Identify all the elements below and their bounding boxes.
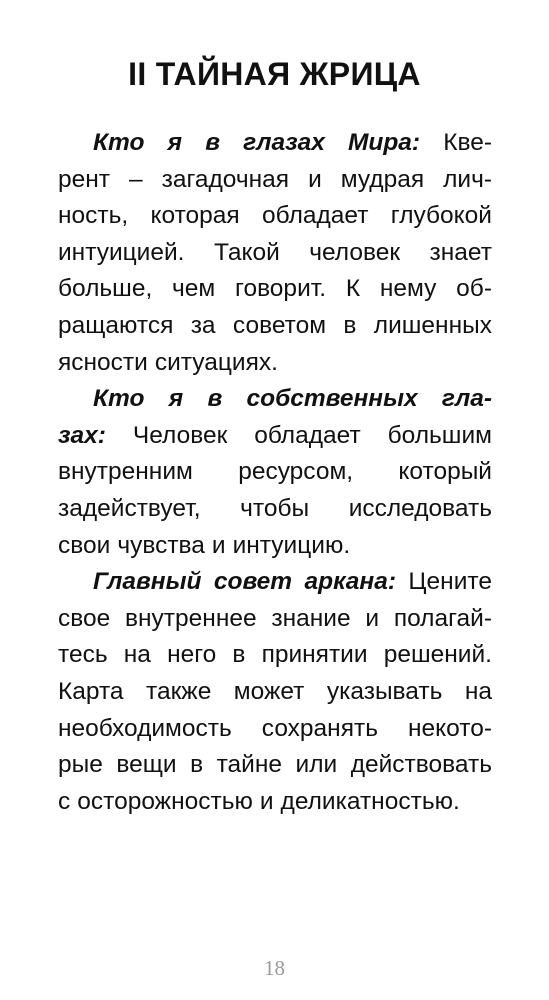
text-line [58,564,492,601]
word: него [167,641,217,669]
word: или [295,751,338,779]
word: исследовать [348,494,492,522]
bold-word: Кто [93,129,145,156]
word: К [345,275,361,303]
bold-word: я [168,385,184,413]
word: решений. [383,641,492,669]
text-line [58,637,492,674]
word: рые [58,751,103,779]
word: сохранять [261,714,378,742]
bold-word: Мира: [347,129,421,156]
word: ность, [58,202,129,230]
word: об- [456,275,492,303]
bold-word: аркана: [304,568,397,596]
word: Карта [58,677,124,705]
word: Кве- [443,129,492,156]
word: знание [271,604,351,632]
word: глубокой [390,202,492,230]
word: нему [379,275,437,303]
word: интуицию. [232,531,351,559]
word: свои [58,531,111,559]
word: интуицией. [58,238,185,266]
page-title: II ТАЙНАЯ ЖРИЦА [128,56,421,92]
word: лишенных [373,311,492,339]
word: в [190,751,204,779]
text-line [58,674,492,711]
word: также [146,677,212,705]
word: тесь [58,641,108,669]
word: свое [58,604,111,632]
word: Такой [213,238,280,266]
word: в [343,311,357,339]
word: деликатностью. [280,787,460,815]
word: за [190,311,216,339]
word: человек [309,238,401,266]
text-line [58,528,492,565]
word: внутренним [58,458,193,486]
bold-word: я [167,129,183,156]
word: обладает [262,202,369,230]
bold-word: Кто [93,385,145,413]
text-line [58,271,492,308]
page-number: 18 [264,956,285,980]
text-line [58,198,492,235]
text-line [58,162,492,199]
word: чувства [117,531,205,559]
bold-word: гла- [441,385,492,413]
text-line [58,345,492,382]
word: мудрая [340,165,425,193]
word: необходимость [58,714,232,742]
word: говорит. [235,275,327,303]
text-line [58,235,492,272]
text-line [58,491,492,528]
word: советом [232,311,327,339]
word: знает [429,238,492,266]
text-line [58,601,492,638]
word: тайне [216,751,283,779]
text-line [58,711,492,748]
word: Человек [132,421,228,449]
word: полагай- [393,604,492,632]
word: обладает [254,421,361,449]
word: внутреннее [125,604,257,632]
bold-word: глазах [243,129,325,156]
text-line [58,747,492,784]
body-text [58,125,492,820]
word: больше, [58,275,153,303]
word: вещи [116,751,177,779]
word: и [365,604,380,632]
word: может [233,677,305,705]
word: большим [387,421,492,449]
word: загадочная [161,165,290,193]
word: который [398,458,492,486]
word: рент [58,165,111,193]
text-line [58,418,492,455]
word: и [308,165,322,193]
word: принятии [261,641,368,669]
word: ясности [58,348,148,376]
text-line [58,381,492,418]
bold-word: Главный [93,568,202,596]
bold-word: собственных [246,385,418,413]
word: указывать [326,677,443,705]
word: – [129,165,143,193]
word: Цените [408,568,492,596]
word: и [259,787,274,815]
text-line [58,454,492,491]
word: на [123,641,151,669]
word: ращаются [58,311,174,339]
text-line [58,784,492,821]
word: чем [172,275,216,303]
bold-word: совет [213,568,293,596]
word: действовать [350,751,492,779]
word: ситуациях. [154,348,278,376]
text-line [58,308,492,345]
word: которая [150,202,240,230]
word: в [232,641,246,669]
word: чтобы [240,494,310,522]
word: на [464,677,492,705]
word: осторожностью [77,787,253,815]
bold-word: в [207,385,223,413]
word: ресурсом, [238,458,354,486]
bold-word: в [205,129,220,156]
text-line [58,125,492,162]
word: некото- [408,714,492,742]
word: с [58,787,71,815]
word: и [211,531,226,559]
bold-word: зах: [58,421,106,449]
word: лич- [443,165,492,193]
word: задействует, [58,494,201,522]
